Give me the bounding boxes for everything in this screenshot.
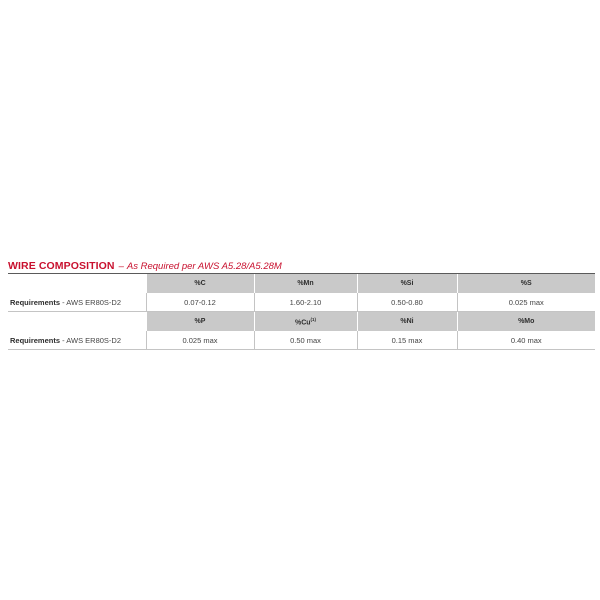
header-cell-c: %C — [146, 274, 254, 293]
value-cell-mn: 1.60-2.10 — [254, 293, 357, 312]
value-cell-p: 0.025 max — [146, 331, 254, 350]
footnote-marker: (1) — [310, 316, 317, 322]
row-label — [8, 331, 146, 350]
heading-title: WIRE COMPOSITION — [8, 260, 115, 272]
heading-separator: – — [118, 261, 124, 272]
row-label-spec: - AWS ER80S-D2 — [60, 335, 122, 345]
value-cell-c: 0.07-0.12 — [146, 293, 254, 312]
header-cell-mo: %Mo — [457, 312, 595, 332]
header-cell-mn: %Mn — [254, 274, 357, 293]
header-cell-si: %Si — [357, 274, 457, 293]
table-row — [8, 293, 595, 312]
row-label-bold: Requirements — [10, 335, 61, 345]
value-cell-ni: 0.15 max — [357, 331, 457, 350]
value-cell-mo: 0.40 max — [457, 331, 595, 350]
header-cell-s: %S — [457, 274, 595, 293]
table-row — [8, 331, 595, 350]
row-label-bold: Requirements — [10, 297, 61, 307]
value-cell-cu: 0.50 max — [254, 331, 357, 350]
header-row — [8, 274, 595, 293]
section-heading — [8, 258, 595, 272]
heading-subtitle: As Required per AWS A5.28/A5.28M — [126, 261, 282, 272]
header-cell-ni: %Ni — [357, 312, 457, 332]
value-cell-s: 0.025 max — [457, 293, 595, 312]
header-row — [8, 312, 595, 332]
row-label — [8, 293, 146, 312]
header-blank-cell — [8, 274, 146, 293]
header-cell-cu — [254, 312, 357, 332]
composition-table — [8, 274, 595, 350]
header-cell-cu-text: %Cu — [294, 319, 311, 327]
header-cell-p: %P — [146, 312, 254, 332]
row-label-spec: - AWS ER80S-D2 — [60, 297, 122, 307]
header-blank-cell — [8, 312, 146, 332]
value-cell-si: 0.50-0.80 — [357, 293, 457, 312]
wire-composition-section — [8, 258, 595, 350]
